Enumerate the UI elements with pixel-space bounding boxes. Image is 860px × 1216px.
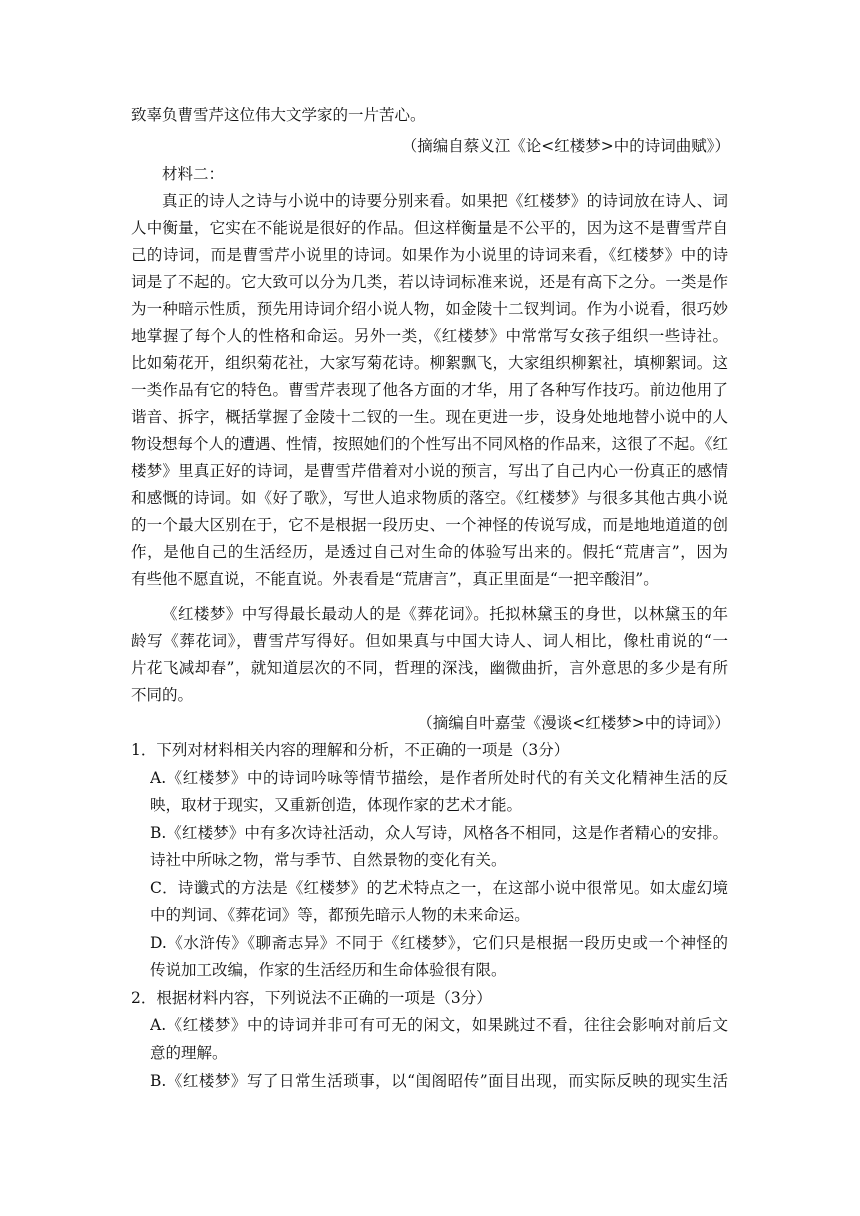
option-a: A.《红楼梦》中的诗词并非可有可无的闲文，如果跳过不看，往往会影响对前后文 [150, 1016, 728, 1034]
paragraph-line: 楼梦》里真正好的诗词，是曹雪芹借着对小说的预言，写出了自己内心一份真正的感情 [131, 462, 728, 480]
paragraph-line: 己的诗词，而是曹雪芹小说里的诗词。如果作为小说里的诗词来看，《红楼梦》中的诗 [131, 246, 728, 264]
option-b: B.《红楼梦》写了日常生活琐事，以“闺阁昭传”面目出现，而实际反映的现实生活 [150, 1072, 728, 1090]
paragraph-line: 地掌握了每个人的性格和命运。另外一类，《红楼梦》中常常写女孩子组织一些诗社。 [131, 327, 728, 345]
option-a-continued: 意的理解。 [150, 1044, 228, 1062]
paragraph-line: 一类作品有它的特色。曹雪芹表现了他各方面的才华，用了各种写作技巧。前边他用了 [131, 381, 728, 399]
paragraph-line: 的一个最大区别在于，它不是根据一段历史、一个神怪的传说写成，而是地地道道的创 [131, 516, 728, 534]
paragraph-line: 真正的诗人之诗与小说中的诗要分别来看。如果把《红楼梦》的诗词放在诗人、词 [162, 192, 728, 210]
paragraph-line: 物设想每个人的遭遇、性情，按照她们的个性写出不同风格的作品来，这很了不起。《红 [131, 435, 728, 453]
paragraph-line: 片花飞减却春”，就知道层次的不同，哲理的深浅，幽微曲折，言外意思的多少是有所 [131, 659, 728, 677]
source-citation: （摘编自蔡义江《论<红楼梦>中的诗词曲赋》） [401, 137, 730, 155]
option-b: B.《红楼梦》中有多次诗社活动，众人写诗，风格各不相同，这是作者精心的安排。 [150, 824, 728, 842]
paragraph-line: 人中衡量，它实在不能说是很好的作品。但这样衡量是不公平的，因为这不是曹雪芹自 [131, 219, 728, 237]
option-c: C．诗谶式的方法是《红楼梦》的艺术特点之一，在这部小说中很常见。如太虚幻境 [150, 879, 728, 897]
paragraph-line: 比如菊花开，组织菊花社，大家写菊花诗。柳絮飘飞，大家组织柳絮社，填柳絮词。这 [131, 354, 728, 372]
continuation-line: 致辜负曹雪芹这位伟大文学家的一片苦心。 [131, 106, 426, 124]
source-citation: （摘编自叶嘉莹《漫谈<红楼梦>中的诗词》） [417, 714, 730, 732]
option-d: D.《水浒传》《聊斋志异》不同于《红楼梦》，它们只是根据一段历史或一个神怪的 [150, 934, 728, 952]
paragraph-line: 作，是他自己的生活经历，是透过自己对生命的体验写出来的。假托“荒唐言”，因为 [131, 543, 728, 561]
question-stem: 1．下列对材料相关内容的理解和分析，不正确的一项是（3分） [131, 741, 570, 759]
option-a-continued: 映，取材于现实，又重新创造，体现作家的艺术才能。 [150, 796, 523, 814]
option-c-continued: 中的判词、《葬花词》等，都预先暗示人物的未来命运。 [150, 906, 530, 924]
paragraph-line: 《红楼梦》中写得最长最动人的是《葬花词》。托拟林黛玉的身世，以林黛玉的年 [162, 605, 728, 623]
paragraph-line: 谐音、拆字，概括掌握了金陵十二钗的一生。现在更进一步，设身处地地替小说中的人 [131, 408, 728, 426]
paragraph-line: 有些他不愿直说，不能直说。外表看是“荒唐言”，真正里面是“一把辛酸泪”。 [131, 570, 659, 588]
option-b-continued: 诗社中所咏之物，常与季节、自然景物的变化有关。 [150, 851, 507, 869]
paragraph-line: 词是了不起的。它大致可以分为几类，若以诗词标准来说，还是有高下之分。一类是作 [131, 273, 728, 291]
option-d-continued: 传说加工改编，作家的生活经历和生命体验很有限。 [150, 961, 507, 979]
paragraph-line: 不同的。 [131, 686, 194, 704]
question-stem: 2．根据材料内容，下列说法不正确的一项是（3分） [131, 989, 492, 1007]
paragraph-line: 龄写《葬花词》，曹雪芹写得好。但如果真与中国大诗人、词人相比，像杜甫说的“一 [131, 632, 728, 650]
section-label: 材料二： [162, 165, 225, 183]
paragraph-line: 为一种暗示性质，预先用诗词介绍小说人物，如金陵十二钗判词。作为小说看，很巧妙 [131, 300, 728, 318]
option-a: A.《红楼梦》中的诗词吟咏等情节描绘，是作者所处时代的有关文化精神生活的反 [150, 769, 728, 787]
paragraph-line: 和感慨的诗词。如《好了歌》，写世人追求物质的落空。《红楼梦》与很多其他古典小说 [131, 489, 728, 507]
